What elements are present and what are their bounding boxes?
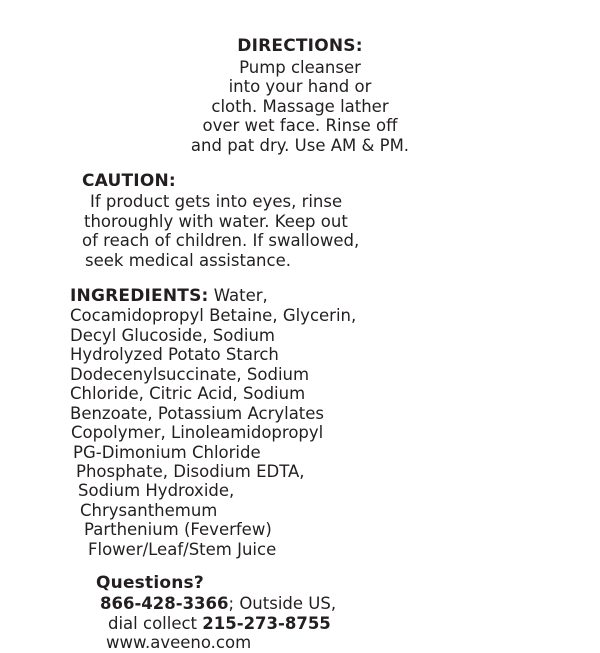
directions-heading: DIRECTIONS: — [237, 36, 363, 56]
ingredients-first-item: Water, — [213, 286, 268, 306]
questions-section — [40, 573, 560, 652]
caution-section — [40, 171, 560, 270]
directions-line: over wet face. Rinse off — [202, 116, 398, 136]
ingredients-line: Hydrolyzed Potato Starch — [70, 345, 279, 365]
directions-line: Pump cleanser — [239, 58, 361, 77]
ingredients-line: Phosphate, Disodium EDTA, — [76, 462, 305, 482]
caution-heading: CAUTION: — [82, 171, 176, 192]
ingredients-section — [40, 286, 560, 559]
questions-heading: Questions? — [96, 573, 204, 594]
questions-collect-line — [96, 614, 560, 633]
caution-line: thoroughly with water. Keep out — [84, 211, 348, 231]
directions-line: and pat dry. Use AM & PM. — [190, 135, 410, 155]
directions-text — [40, 58, 560, 155]
dial-collect-label: dial collect — [108, 613, 203, 633]
ingredients-line: Copolymer, Linoleamidopropyl — [71, 423, 324, 443]
ingredients-line: Flower/Leaf/Stem Juice — [88, 539, 277, 559]
ingredients-line: Chrysanthemum — [80, 500, 218, 520]
caution-line: of reach of children. If swallowed, — [82, 231, 360, 251]
questions-phone-line — [96, 594, 560, 613]
ingredients-line: Cocamidopropyl Betaine, Glycerin, — [70, 306, 357, 326]
directions-line: into your hand or — [228, 77, 372, 97]
questions-contact — [96, 594, 560, 652]
ingredients-line: PG-Dimonium Chloride — [73, 442, 261, 462]
ingredients-heading: INGREDIENTS: — [70, 286, 209, 307]
ingredients-line: Benzoate, Potassium Acrylates — [70, 403, 325, 423]
ingredients-line: Chloride, Citric Acid, Sodium — [70, 384, 306, 404]
directions-line: cloth. Massage lather — [211, 96, 389, 116]
ingredients-line: Parthenium (Feverfew) — [84, 520, 272, 540]
ingredients-line: Dodecenylsuccinate, Sodium — [70, 364, 310, 384]
phone-primary[interactable]: 866-428-3366 — [100, 594, 229, 614]
ingredients-text — [70, 306, 560, 559]
ingredients-line: Decyl Glucoside, Sodium — [70, 325, 275, 345]
ingredients-first-line — [70, 286, 560, 306]
phone-primary-suffix: ; Outside US, — [228, 594, 337, 614]
caution-line: seek medical assistance. — [85, 250, 291, 270]
directions-section — [40, 36, 560, 155]
caution-line: If product gets into eyes, rinse — [90, 192, 343, 212]
caution-text — [82, 192, 560, 270]
ingredients-line: Sodium Hydroxide, — [78, 481, 235, 501]
phone-secondary[interactable]: 215-273-8755 — [202, 613, 331, 633]
website-link[interactable]: www.aveeno.com — [106, 633, 252, 653]
